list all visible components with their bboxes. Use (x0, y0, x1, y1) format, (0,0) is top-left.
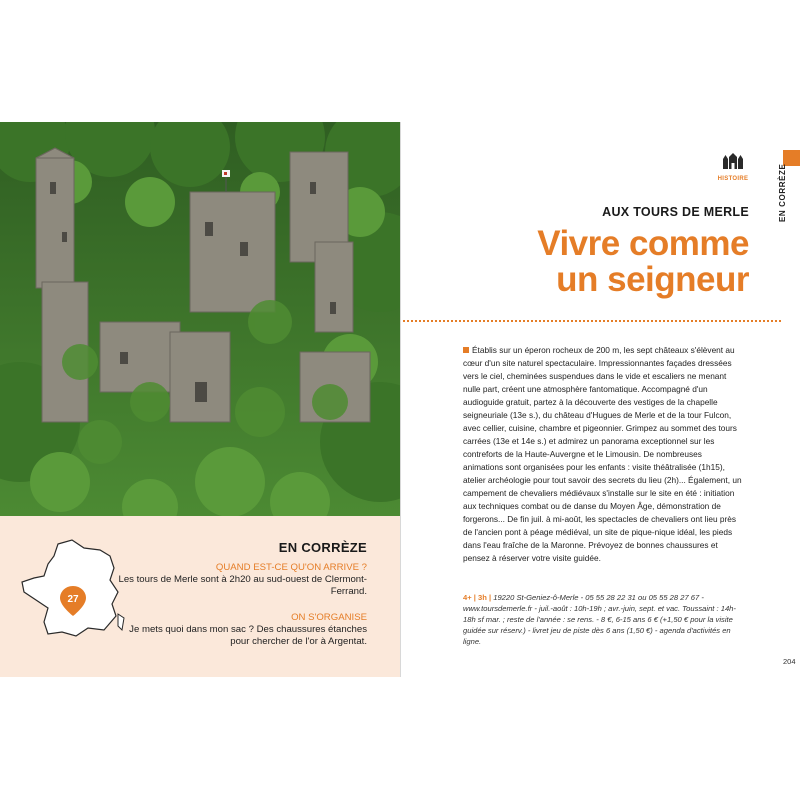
question-block-1 (117, 562, 367, 598)
question-heading-1: QUAND EST-CE QU'ON ARRIVE ? (215, 562, 367, 573)
dotted-separator (403, 320, 781, 322)
castle-photo (0, 122, 400, 516)
france-map (14, 534, 134, 644)
headline-line-2: un seigneur (556, 260, 749, 299)
page-number: 204 (783, 657, 796, 666)
castle-icon (722, 153, 744, 169)
left-page (0, 122, 400, 677)
question-heading-2: ON S'ORGANISE (291, 612, 367, 623)
side-section-label: EN CORRÈZE (778, 163, 787, 222)
article-headline (537, 226, 749, 298)
info-text: 19220 St-Geniez-ô-Merle - 05 55 28 22 31 ou 05 55 28 27 67 - www.toursdemerle.fr - juil.-août : 10h-19h ; avr.-juin, sept. et vac. Toussaint : 14h-18h sf mar. ; reste de l'année : se rens. - 8 €, 6-15 ans 6 € (+1,50 € pour la visite guidée sur réserv.) - livret jeu de piste dès 6 ans (1,50 €) - agenda d'activités en ligne. (463, 593, 736, 646)
category-label: HISTOIRE (717, 176, 749, 182)
paragraph-square-icon (463, 347, 469, 353)
box-title: EN CORRÈZE (278, 540, 367, 555)
article-kicker: AUX TOURS DE MERLE (602, 205, 749, 219)
question-block-2 (117, 612, 367, 648)
category-badge (713, 153, 753, 182)
question-answer-1: Les tours de Merle sont à 2h20 au sud-ouest de Clermont-Ferrand. (118, 574, 367, 597)
article-body (463, 344, 743, 565)
article-body-text: Établis sur un éperon rocheux de 200 m, les sept châteaux s'élèvent au cœur d'un site naturel spectaculaire. Impressionnantes façades dressées vers le ciel, cheminées suspendues dans le vide et escaliers ne menant nulle part, créent une atmosphère fantomatique. Accompagné d'un audioguide gratuit, partez à la découverte des vestiges de la chapelle seigneuriale (13e s.), du château d'Hugues de Merle et de la tour Fulcon, avec cellier, cuisine, chambre et pigeonnier. Grimpez au sommet des tours carrées (13e et 14e s.) et admirez un panorama exceptionnel sur les contreforts de la Haute-Auvergne et le Limousin. De nombreuses animations sont organisées pour les enfants : visite théâtralisée (1h15), atelier archéologie pour tout savoir des secrets du lieu (2h)... Également, un campement de chevaliers médiévaux s'installe sur le site en été : initiation aux techniques combat ou de danse du Moyen Âge, démonstration de forgerons... De fin juil. à mi-août, les spectacles de chevaliers ont lieu près de l'ancien pont à péage médiéval, un site de pique-nique idéal, les pieds dans l'eau fraîche de la Maronne. Prévoyez de bonnes chaussures et pensez à réserver votre visite guidée. (463, 345, 742, 563)
castle-ruins-image (0, 122, 400, 516)
map-pin-number: 27 (67, 594, 79, 605)
book-spread (0, 122, 800, 677)
question-answer-2: Je mets quoi dans mon sac ? Des chaussures étanches pour chercher de l'or à Argentat. (129, 624, 367, 647)
right-page (401, 122, 800, 677)
headline-line-1: Vivre comme (537, 224, 749, 263)
practical-info (463, 592, 743, 647)
info-badges: 4+ | 3h | (463, 593, 494, 602)
